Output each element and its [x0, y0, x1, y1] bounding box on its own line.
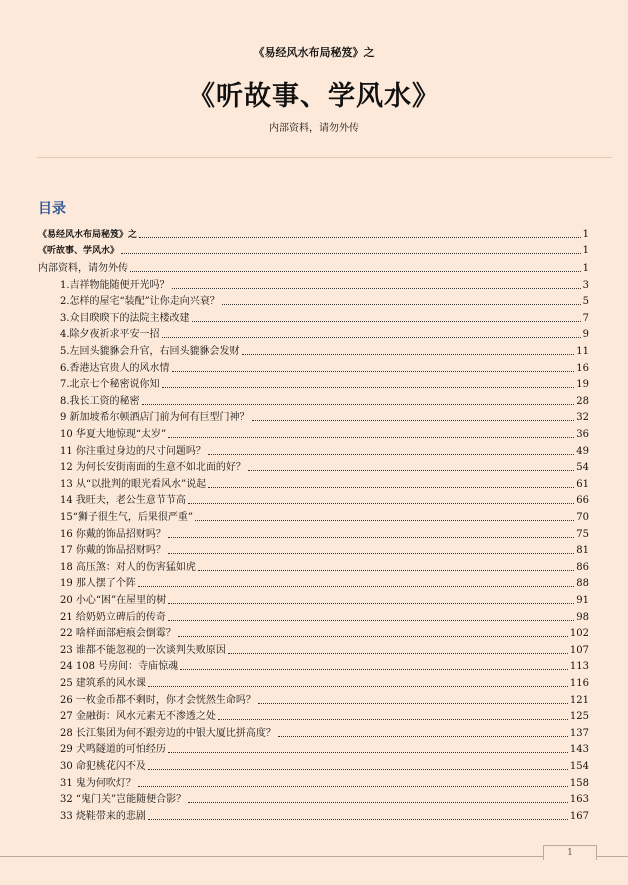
toc-entry-title: 23 谁都不能忽视的一次谈判失败原因 [60, 644, 226, 656]
toc-leader-dots [222, 304, 581, 305]
toc-entry[interactable] [38, 259, 589, 275]
toc-entry[interactable] [60, 591, 589, 607]
subtitle: 内部资料，请勿外传 [269, 123, 359, 134]
toc-leader-dots [208, 454, 574, 455]
toc-entry-title: 22 啥样面部疤痕会倒霉？ [60, 628, 176, 640]
toc-entry-title: 33 烧鞋带来的悲剧 [60, 810, 146, 822]
toc-leader-dots [121, 253, 581, 254]
toc-leader-dots [162, 337, 581, 338]
toc-entry-page: 116 [569, 678, 589, 689]
toc-entry-page: 5 [582, 296, 589, 308]
toc-entry[interactable] [38, 225, 589, 241]
toc-entry-page: 158 [569, 777, 589, 789]
toc-entry-page: 86 [576, 561, 589, 573]
toc-entry[interactable] [60, 309, 589, 325]
toc-leader-dots [242, 354, 575, 355]
toc-entry-title: 内部资料，请勿外传 [38, 263, 128, 274]
toc-entry[interactable] [60, 325, 589, 341]
toc-entry-title: 《听故事、学风水》 [38, 246, 120, 256]
toc-entry-page: 70 [576, 512, 589, 523]
toc-leader-dots [168, 537, 574, 538]
toc-entry-page: 3 [582, 279, 589, 291]
toc-entry-page: 143 [569, 744, 589, 756]
toc-heading: 目录 [38, 201, 66, 217]
toc-entry-title: 32 “鬼门关”岂能随便合影？ [60, 794, 187, 806]
toc-entry[interactable] [60, 392, 589, 408]
toc-entry-title: 13 从“以批判的眼光看风水”说起 [60, 478, 207, 490]
toc-leader-dots [148, 819, 568, 820]
toc-entry[interactable] [60, 624, 589, 640]
toc-leader-dots [188, 503, 574, 504]
toc-leader-dots [172, 371, 575, 372]
toc-entry-page: 137 [569, 727, 589, 739]
toc-entry[interactable] [60, 442, 589, 458]
toc-entry-page: 163 [569, 794, 589, 806]
toc-entry-page: 49 [576, 445, 589, 457]
toc-entry-page: 1 [582, 229, 589, 240]
toc-entry-page: 16 [576, 362, 589, 374]
toc-entry-page: 125 [569, 711, 589, 723]
toc-entry-title: 27 金融街：风水元素无不渗透之处 [60, 711, 216, 723]
toc-entry-page: 1 [582, 245, 589, 256]
toc-leader-dots [168, 437, 574, 438]
toc-entry-page: 66 [576, 495, 589, 507]
toc-leader-dots [172, 288, 581, 289]
toc-leader-dots [278, 736, 568, 737]
toc-entry[interactable] [38, 241, 589, 257]
toc-leader-dots [188, 802, 568, 803]
toc-leader-dots [252, 420, 575, 421]
toc-entry[interactable] [60, 425, 589, 441]
toc-entry-page: 61 [576, 478, 589, 490]
toc-entry[interactable] [60, 641, 589, 657]
toc-leader-dots [162, 387, 575, 388]
toc-entry[interactable] [60, 408, 589, 424]
toc-entry-title: 10 华夏大地惊现“太岁” [60, 429, 167, 440]
toc-leader-dots [192, 321, 581, 322]
toc-entry[interactable] [60, 774, 589, 790]
toc-leader-dots [195, 520, 574, 521]
toc-entry-title: 《易经风水布局秘笈》之 [38, 230, 138, 240]
toc-entry[interactable] [60, 491, 589, 507]
toc-entry-title: 24 108 号房间：寺庙惊魂 [60, 661, 179, 673]
toc-entry-title: 20 小心“困”在屋里的树 [60, 595, 167, 606]
toc-entry-title: 29 犬鸣隧道的可怕经历 [60, 744, 166, 756]
toc-entry-page: 7 [582, 312, 589, 324]
toc-entry-page: 36 [576, 429, 589, 440]
toc-entry[interactable] [60, 276, 589, 292]
toc-entry[interactable] [60, 691, 589, 707]
toc-entry[interactable] [60, 740, 589, 756]
toc-entry-page: 98 [576, 611, 589, 623]
toc-entry[interactable] [60, 359, 589, 375]
toc-entry[interactable] [60, 757, 589, 773]
toc-entry-title: 2.怎样的屋宅“装配”让你走向兴衰？ [60, 296, 220, 308]
toc-entry-title: 17 你戴的饰品招财吗？ [60, 545, 166, 557]
toc-entry-title: 6.香港达官贵人的风水情 [60, 362, 170, 374]
toc-entry[interactable] [60, 508, 589, 524]
toc-entry-page: 102 [569, 628, 589, 640]
main-title: 《听故事、学风水》 [188, 81, 440, 112]
toc-leader-dots [138, 586, 574, 587]
toc-leader-dots [180, 669, 568, 670]
toc-entry[interactable] [60, 807, 589, 823]
toc-entry-page: 121 [569, 694, 589, 706]
toc-leader-dots [178, 636, 568, 637]
toc-entry-title: 5.左回头貔貅会升官，右回头貔貅会发财 [60, 346, 240, 357]
pre-title: 《易经风水布局秘笈》之 [253, 46, 375, 59]
toc-entry-page: 1 [582, 263, 589, 274]
toc-leader-dots [148, 769, 568, 770]
toc-entry-page: 19 [576, 379, 589, 391]
toc-leader-dots [208, 487, 574, 488]
toc-leader-dots [248, 470, 574, 471]
toc-entry[interactable] [60, 292, 589, 308]
toc-leader-dots [168, 553, 574, 554]
toc-entry[interactable] [60, 674, 589, 690]
toc-entry[interactable] [60, 558, 589, 574]
page-number: 1 [543, 845, 597, 860]
toc-entry-title: 4.除夕夜祈求平安一招 [60, 329, 160, 341]
toc-entry-title: 1.吉祥物能随便开光吗？ [60, 279, 170, 291]
toc-entry-title: 21 给奶奶立碑后的传奇 [60, 611, 166, 623]
toc-entry-page: 75 [576, 528, 589, 540]
toc-entry[interactable] [60, 342, 589, 358]
toc-entry[interactable] [60, 790, 589, 806]
toc-leader-dots [168, 603, 574, 604]
toc-entry-title: 9 新加坡希尔顿酒店门前为何有巨型门神？ [60, 412, 250, 424]
toc-entry-page: 28 [576, 395, 589, 407]
toc-entry-title: 25 建筑系的风水课 [60, 678, 146, 689]
toc-leader-dots [198, 570, 574, 571]
header-divider [37, 157, 612, 158]
toc-entry-page: 154 [569, 761, 589, 772]
toc-entry-title: 18 高压煞：对人的伤害猛如虎 [60, 561, 196, 573]
footer-divider [0, 856, 628, 857]
toc-entry-title: 12 为何长安街南面的生意不如北面的好？ [60, 462, 246, 474]
toc-entry-title: 3.众目睽睽下的法院主楼改建 [60, 312, 190, 324]
toc-entry-page: 88 [576, 578, 589, 590]
toc-entry-title: 15“狮子很生气，后果很严重” [60, 512, 193, 523]
toc-entry[interactable] [60, 525, 589, 541]
toc-entry-title: 19 那人摆了个阵 [60, 578, 136, 590]
toc-entry[interactable] [60, 657, 589, 673]
toc-entry-page: 11 [576, 346, 589, 357]
toc-entry[interactable] [60, 574, 589, 590]
toc-entry-page: 54 [576, 462, 589, 474]
toc-entry[interactable] [60, 724, 589, 740]
toc-leader-dots [168, 620, 574, 621]
toc-entry-title: 30 命犯桃花闪不及 [60, 761, 146, 772]
toc-leader-dots [168, 752, 568, 753]
toc-entry-page: 9 [582, 329, 589, 341]
toc-entry-page: 91 [576, 595, 589, 606]
toc-leader-dots [142, 404, 575, 405]
toc-leader-dots [139, 237, 581, 238]
toc-entry-page: 32 [576, 412, 589, 424]
toc-leader-dots [258, 703, 568, 704]
toc-leader-dots [218, 719, 568, 720]
toc-entry-title: 31 鬼为何吹灯？ [60, 777, 136, 789]
toc-leader-dots [130, 271, 581, 272]
toc-entry-title: 8.我长工资的秘密 [60, 395, 140, 407]
toc-entry-title: 26 一枚金币都不剩时，你才会恍然生命吗？ [60, 694, 256, 706]
toc-entry-title: 28 长江集团为何不跟旁边的中银大厦比拼高度？ [60, 727, 276, 739]
toc-entry-page: 113 [569, 661, 589, 673]
toc-entry[interactable] [60, 458, 589, 474]
toc-entry[interactable] [60, 608, 589, 624]
toc-leader-dots [148, 686, 568, 687]
toc-entry-page: 81 [576, 545, 589, 557]
toc-leader-dots [138, 786, 568, 787]
toc-entry-title: 11 你注重过身边的尺寸问题吗？ [60, 445, 206, 457]
toc-entry[interactable] [60, 541, 589, 557]
toc-entry-title: 7.北京七个秘密说你知 [60, 379, 160, 391]
toc-entry[interactable] [60, 375, 589, 391]
toc-entry-title: 14 我旺夫，老公生意节节高 [60, 495, 186, 507]
toc-leader-dots [228, 653, 568, 654]
toc-entry[interactable] [60, 475, 589, 491]
toc-entry-page: 167 [569, 810, 589, 822]
toc-entry[interactable] [60, 707, 589, 723]
toc-entry-title: 16 你戴的饰品招财吗？ [60, 528, 166, 540]
toc-entry-page: 107 [569, 644, 589, 656]
